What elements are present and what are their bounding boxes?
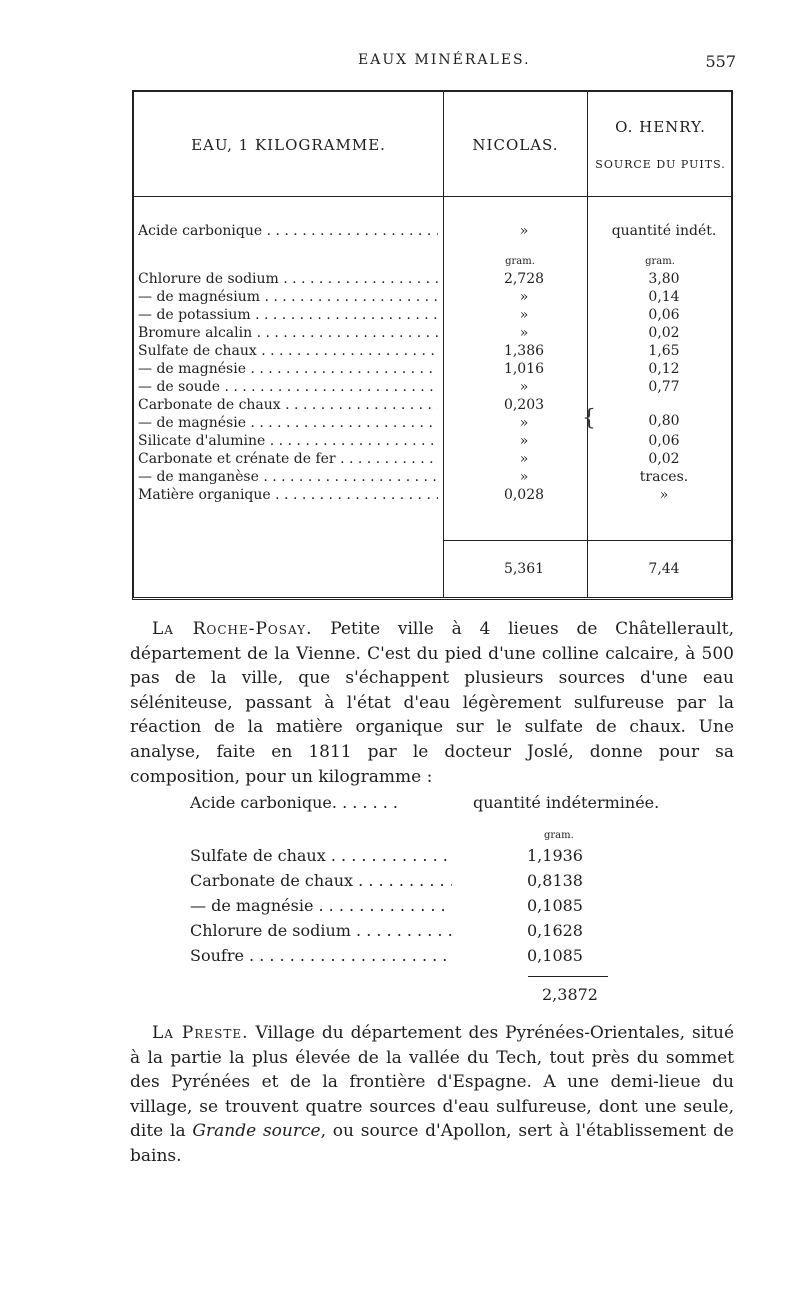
table-row [138, 432, 735, 450]
row-value-nicolas: 1,016 [503, 361, 545, 377]
row-value-henry: » [659, 487, 669, 503]
row-value-henry: 0,02 [648, 325, 680, 341]
total-henry: 7,44 [648, 561, 680, 577]
row-value-henry: 0,02 [648, 451, 680, 467]
analysis-header-value: quantité indéterminée. [473, 793, 660, 812]
row-value-henry: 1,65 [648, 343, 680, 359]
row-label: Chlorure de sodium . . . [138, 270, 438, 288]
row-value-nicolas: » [519, 469, 529, 485]
page-number: 557 [705, 52, 736, 71]
table-row [138, 486, 735, 504]
running-head-title: EAUX MINÉRALES. [358, 52, 531, 68]
row-value-henry: 0,77 [648, 379, 680, 395]
paragraph-la-preste [130, 1021, 734, 1169]
row-value-henry: 3,80 [648, 271, 680, 287]
header-rule [134, 196, 731, 197]
row-value-nicolas: » [519, 307, 529, 323]
analysis-row-label: Carbonate de chaux . . . [190, 870, 452, 892]
analysis-total: 2,3872 [542, 985, 598, 1004]
table-row [138, 360, 735, 378]
table-row [138, 270, 735, 288]
brace-mark: { [582, 406, 596, 431]
row-label: — de magnésium . . . [138, 288, 438, 306]
analysis-row-value: 0,8138 [527, 871, 583, 890]
analysis-row [190, 845, 620, 867]
analysis-unit: gram. [544, 830, 574, 841]
analysis-header-label: Acide carbonique. . . . . . . [190, 793, 399, 812]
table-row [138, 450, 735, 468]
table-row [138, 306, 735, 324]
table-row [138, 468, 735, 486]
analysis-row-label: — de magnésie . . . [190, 895, 452, 917]
analysis-row [190, 945, 620, 967]
row-value-henry: 0,14 [648, 289, 680, 305]
analysis-row [190, 920, 620, 942]
row-value-nicolas: » [519, 451, 529, 467]
header-substance: EAU, 1 KILOGRAMME. [191, 136, 386, 154]
row-label: Carbonate de chaux . . . [138, 396, 438, 414]
row-value-henry: 0,06 [648, 433, 680, 449]
paragraph-tail: , ou source d'Apollon, sert à l'établissement de bains. [130, 1121, 734, 1166]
row-value-nicolas: 0,028 [503, 487, 545, 503]
table-row [138, 342, 735, 360]
analysis-row-value: 1,1936 [527, 846, 583, 865]
row-value-henry: 0,06 [648, 307, 680, 323]
paragraph-la-roche-posay [130, 617, 734, 789]
paragraph-lead: La Roche-Posay. [152, 619, 313, 639]
unit-henry: gram. [645, 256, 675, 267]
row-value-nicolas: 0,203 [503, 397, 545, 413]
analysis-row [190, 895, 620, 917]
analysis-row [190, 870, 620, 892]
paragraph-italic: Grande source [192, 1121, 321, 1142]
row-value-henry: 0,12 [648, 361, 680, 377]
analysis-row-label: Chlorure de sodium . . . [190, 920, 452, 942]
analysis-row-label: Sulfate de chaux . . . [190, 845, 452, 867]
row-value-nicolas: » [519, 223, 529, 239]
total-rule [443, 540, 731, 541]
row-value-nicolas: » [519, 433, 529, 449]
table-row [138, 288, 735, 306]
analysis-row-value: 0,1085 [527, 946, 583, 965]
paragraph-lead: La Preste. [152, 1023, 249, 1043]
row-value-nicolas: 1,386 [503, 343, 545, 359]
paragraph-text: Village du département des Pyrénées-Orientales, situé à la partie la plus élevée de la vallée du Tech, tout près du sommet des Pyrénées et de la frontière d'Espagne. A une demi-lieue du village, se trouvent quatre sources d'eau sulfureuse, dont une seule, dite la [130, 1023, 735, 1142]
row-label: — de manganèse . . . [138, 468, 438, 486]
row-label: Carbonate et crénate de fer . . . [138, 450, 438, 468]
row-value-henry: traces. [639, 469, 689, 485]
row-label: Acide carbonique . . . [138, 222, 438, 240]
row-value-nicolas: » [519, 379, 529, 395]
total-nicolas: 5,361 [503, 561, 545, 577]
header-nicolas: NICOLAS. [472, 136, 559, 154]
analysis-row-label: Soufre . . . [190, 945, 452, 967]
row-label: — de soude . . . [138, 378, 438, 396]
row-label: — de magnésie . . . [138, 414, 438, 432]
analysis-sum-rule [528, 976, 608, 977]
running-head [0, 52, 800, 76]
row-label: — de magnésie . . . [138, 360, 438, 378]
row-label: Sulfate de chaux . . . [138, 342, 438, 360]
header-henry: O. HENRY. [615, 118, 706, 136]
unit-nicolas: gram. [505, 256, 535, 267]
paragraph-text: Petite ville à 4 lieues de Châtellerault, département de la Vienne. C'est du pied d'une colline calcaire, à 500 pas de la ville, que s'échappent plusieurs sources d'une eau séléniteuse, passant à l'état d'eau légèrement sulfureuse par la réaction de la matière organique sur le sulfate de chaux. Une analyse, faite en 1811 par le docteur Joslé, donne pour sa composition, pour un kilogramme : [130, 619, 734, 787]
header-henry-source: SOURCE DU PUITS. [595, 158, 726, 171]
row-value-nicolas: » [519, 415, 529, 431]
row-label: Silicate d'alumine . . . [138, 432, 438, 450]
row-label: Matière organique . . . [138, 486, 438, 504]
table-row [138, 222, 735, 240]
analysis-row-value: 0,1085 [527, 896, 583, 915]
table-row [138, 324, 735, 342]
row-label: — de potassium . . . [138, 306, 438, 324]
row-value-nicolas: » [519, 289, 529, 305]
row-value-nicolas: 2,728 [503, 271, 545, 287]
composition-table [132, 90, 733, 600]
totals-row [138, 560, 735, 578]
row-value-nicolas: » [519, 325, 529, 341]
row-label: Bromure alcalin . . . [138, 324, 438, 342]
table-row [138, 378, 735, 396]
combined-value: 0,80 [648, 413, 680, 429]
analysis-row-value: 0,1628 [527, 921, 583, 940]
row-value-henry: quantité indét. [611, 223, 717, 239]
combined-value-row [138, 412, 735, 430]
